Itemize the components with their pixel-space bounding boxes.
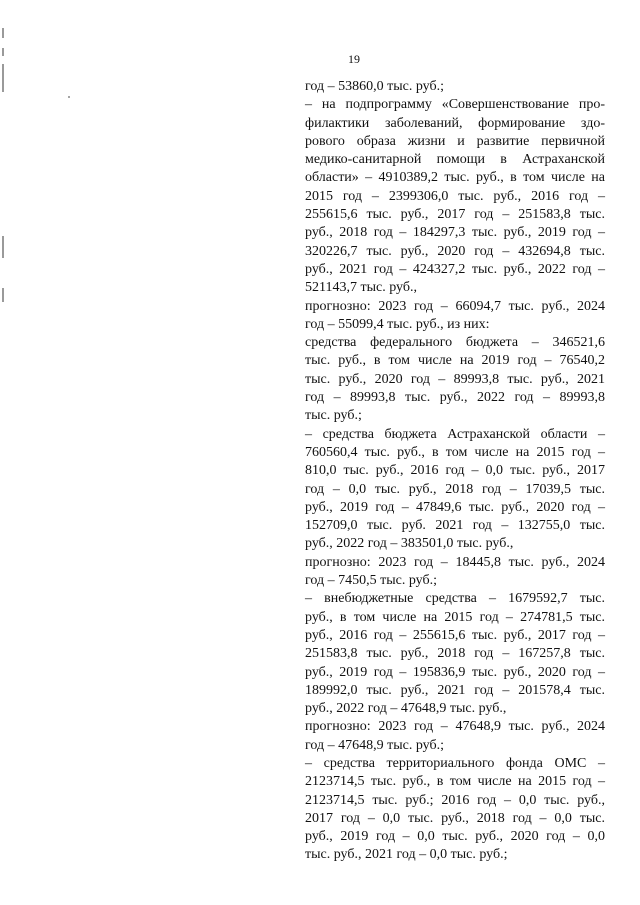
text-line: 2123714,5 тыс. руб., в том числе на 2015 год – [305,774,605,790]
text-line: – на подпрограмму «Совершенствование про- [305,97,605,113]
text-line: тыс. руб.; [305,408,362,424]
text-line: год – 89993,8 тыс. руб., 2022 год – 89993,8 [305,390,605,406]
scan-edge-mark [2,64,4,92]
body-text [305,78,605,865]
text-line: медико-санитарной помощи в Астраханской [305,152,605,168]
text-line: руб., 2019 год – 195836,9 тыс. руб., 2020 год – [305,664,605,680]
text-line: руб., 2021 год – 424327,2 тыс. руб., 2022 год – [305,261,605,277]
text-line: 189992,0 тыс. руб., 2021 год – 201578,4 тыс. [305,682,605,698]
text-line: – внебюджетные средства – 1679592,7 тыс. [305,591,605,607]
text-line: руб., 2018 год – 184297,3 тыс. руб., 2019 год – [305,225,605,241]
text-line: 320226,7 тыс. руб., 2020 год – 432694,8 тыс. [305,243,605,259]
text-line: прогнозно: 2023 год – 47648,9 тыс. руб., 2024 [305,719,605,735]
text-line: руб., в том числе на 2015 год – 274781,5 тыс. [305,609,605,625]
scan-edge-mark [2,288,4,302]
text-line: средства федерального бюджета – 346521,6 [305,335,605,351]
text-line: руб., 2022 год – 47648,9 тыс. руб., [305,701,507,717]
text-line: 2123714,5 тыс. руб.; 2016 год – 0,0 тыс. руб., [305,792,605,808]
scan-speck [68,96,70,98]
text-line: 152709,0 тыс. руб. 2021 год – 132755,0 тыс. [305,518,605,534]
text-line: руб., 2019 год – 47849,6 тыс. руб., 2020 год – [305,499,605,515]
text-line: тыс. руб., 2021 год – 0,0 тыс. руб.; [305,847,508,863]
text-line: 251583,8 тыс. руб., 2018 год – 167257,8 тыс. [305,646,605,662]
text-line: 255615,6 тыс. руб., 2017 год – 251583,8 тыс. [305,207,605,223]
text-line: тыс. руб., в том числе на 2019 год – 76540,2 [305,353,605,369]
text-line: руб., 2022 год – 383501,0 тыс. руб., [305,536,514,552]
text-line: год – 55099,4 тыс. руб., из них: [305,316,490,332]
text-line: руб., 2019 год – 0,0 тыс. руб., 2020 год – 0,0 [305,829,605,845]
text-line: рового образа жизни и развитие первичной [305,133,605,149]
page-number: 19 [348,52,360,66]
text-line: год – 47648,9 тыс. руб.; [305,737,444,753]
text-line: – средства территориального фонда ОМС – [305,755,605,771]
text-line: руб., 2016 год – 255615,6 тыс. руб., 2017 год – [305,627,605,643]
text-line: год – 53860,0 тыс. руб.; [305,79,444,94]
text-line: год – 7450,5 тыс. руб.; [305,573,437,589]
scan-edge-mark [2,28,4,38]
text-line: 521143,7 тыс. руб., [305,280,417,296]
text-line: 760560,4 тыс. руб., в том числе на 2015 год – [305,444,605,460]
text-line: год – 0,0 тыс. руб., 2018 год – 17039,5 тыс. [305,481,605,497]
text-line: 2015 год – 2399306,0 тыс. руб., 2016 год – [305,188,605,204]
text-line: филактики заболеваний, формирование здо- [305,115,605,131]
text-line: 2017 год – 0,0 тыс. руб., 2018 год – 0,0 тыс. [305,810,605,826]
scan-edge-mark [2,236,4,258]
text-line: прогнозно: 2023 год – 66094,7 тыс. руб., 2024 [305,298,605,314]
text-line: 810,0 тыс. руб., 2016 год – 0,0 тыс. руб., 2017 [305,463,605,479]
text-line: тыс. руб., 2020 год – 89993,8 тыс. руб., 2021 [305,371,605,387]
text-line: области» – 4910389,2 тыс. руб., в том числе на [305,170,605,186]
text-line: – средства бюджета Астраханской области – [305,426,605,442]
text-line: прогнозно: 2023 год – 18445,8 тыс. руб., 2024 [305,554,605,570]
